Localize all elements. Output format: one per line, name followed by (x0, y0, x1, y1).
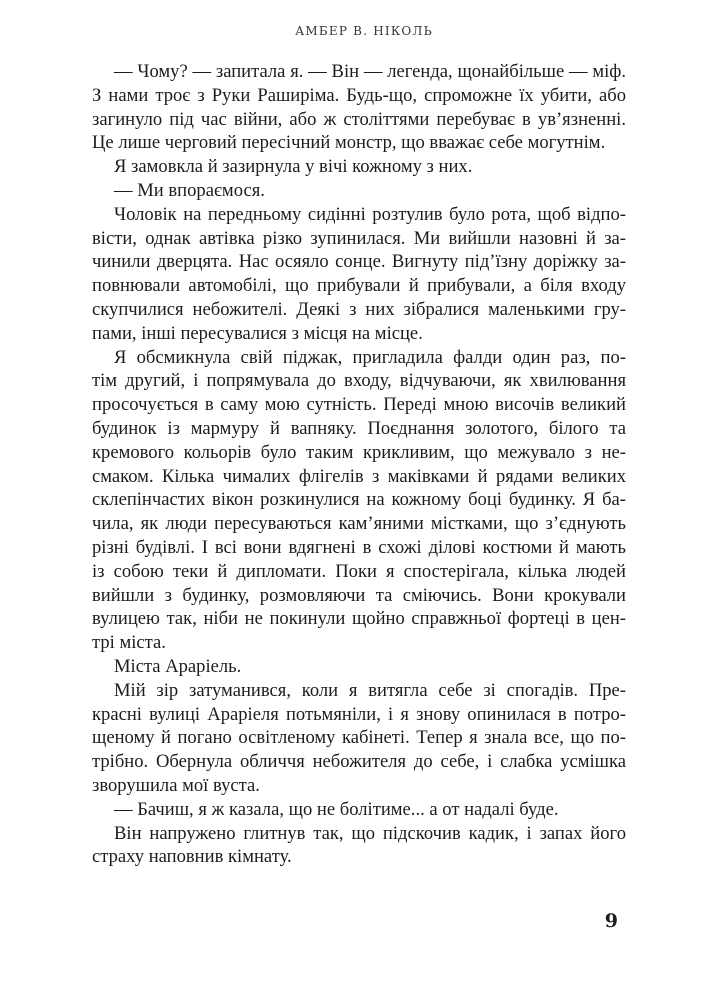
paragraph (92, 679, 626, 798)
text-line: із собою теки й дипломати. Поки я спостерігала, кілька людей (92, 560, 626, 582)
text-line: страху наповнив кімнату. (92, 846, 292, 868)
text-line: чила, як люди пересуваються кам’яними містками, що з’єднують (92, 513, 626, 535)
paragraph (92, 203, 626, 346)
paragraph (92, 60, 626, 155)
text-line: красні вулиці Араріеля потьмяніли, і я знову опинилася в потро- (92, 703, 626, 725)
text-line: — Чому? — запитала я. — Він — легенда, щонайбільше — міф. (114, 61, 626, 82)
text-line: трібно. Обернула обличчя небожителя до себе, і слабка усмішка (92, 751, 626, 773)
text-line: трі міста. (92, 632, 166, 654)
text-line: Він напружено глитнув так, що підскочив кадик, і запах його (114, 822, 626, 844)
text-line: зворушила мої вуста. (92, 774, 260, 796)
text-line: З нами троє з Руки Раширіма. Будь-що, спроможне їх убити, або (92, 84, 626, 106)
text-line: повнювали автомобілі, що прибували й прибували, а біля входу (92, 275, 626, 297)
text-line: Мій зір затуманився, коли я витягла себе зі спогадів. Пре- (114, 679, 626, 701)
text-line: загинуло під час війни, або ж століттями перебуває в ув’язненні. (92, 108, 626, 130)
paragraph (92, 822, 626, 870)
text-line: скупчилися небожителі. Деякі з них зібралися маленькими гру- (92, 298, 626, 320)
text-line: Міста Араріель. (114, 655, 242, 677)
text-line: вулицею так, ніби не покинули щойно справжньої фортеці в цен- (92, 608, 626, 630)
text-line: чинили дверцята. Нас осяяло сонце. Вигнуту під’їзну доріжку за- (92, 251, 626, 273)
text-line: кремового кольорів було таким крикливим, що межувало з не- (92, 441, 626, 463)
text-line: будинок із мармуру й вапняку. Поєднання золотого, білого та (92, 417, 626, 439)
page-number: 9 (604, 910, 618, 932)
text-line: — Бачиш, я ж казала, що не болітиме... а от надалі буде. (114, 798, 559, 820)
text-line: Це лише черговий пересічний монстр, що вважає себе могутнім. (92, 132, 606, 154)
text-line: Чоловік на передньому сидінні розтулив було рота, щоб відпо- (114, 203, 626, 225)
text-line: Я обсмикнула свій піджак, пригладила фалди один раз, по- (114, 346, 626, 368)
text-line: Я замовкла й зазирнула у вічі кожному з них. (114, 156, 473, 178)
text-line: пами, інші пересувалися з місця на місце. (92, 322, 423, 344)
text-line: щеному й погано освітленому кабінеті. Тепер я знала все, що по- (92, 727, 626, 749)
paragraph (92, 155, 626, 179)
text-line: — Ми впораємося. (114, 179, 265, 201)
text-line: вісти, однак автівка різко зупинилася. Ми вийшли назовні й за- (92, 227, 626, 249)
paragraph (92, 798, 626, 822)
paragraph (92, 346, 626, 655)
paragraph (92, 655, 626, 679)
text-line: смаком. Кілька чималих флігелів з маківками й рядами великих (92, 465, 626, 487)
text-line: просочується в саму мою сутність. Переді мною височів великий (92, 394, 626, 416)
text-line: тім другий, і попрямувала до входу, відчуваючи, як хвилювання (92, 370, 626, 392)
running-head: АМБЕР В. НІКОЛЬ (295, 24, 433, 38)
text-line: вийшли з будинку, розмовляючи та сміючись. Вони крокували (92, 584, 626, 606)
paragraph (92, 179, 626, 203)
body-text (92, 60, 626, 869)
text-line: різні будівлі. І всі вони вдягнені в схожі ділові костюми й мають (92, 536, 626, 558)
text-line: склепінчастих вікон розкинулися на кожному боці будинку. Я ба- (92, 489, 626, 511)
